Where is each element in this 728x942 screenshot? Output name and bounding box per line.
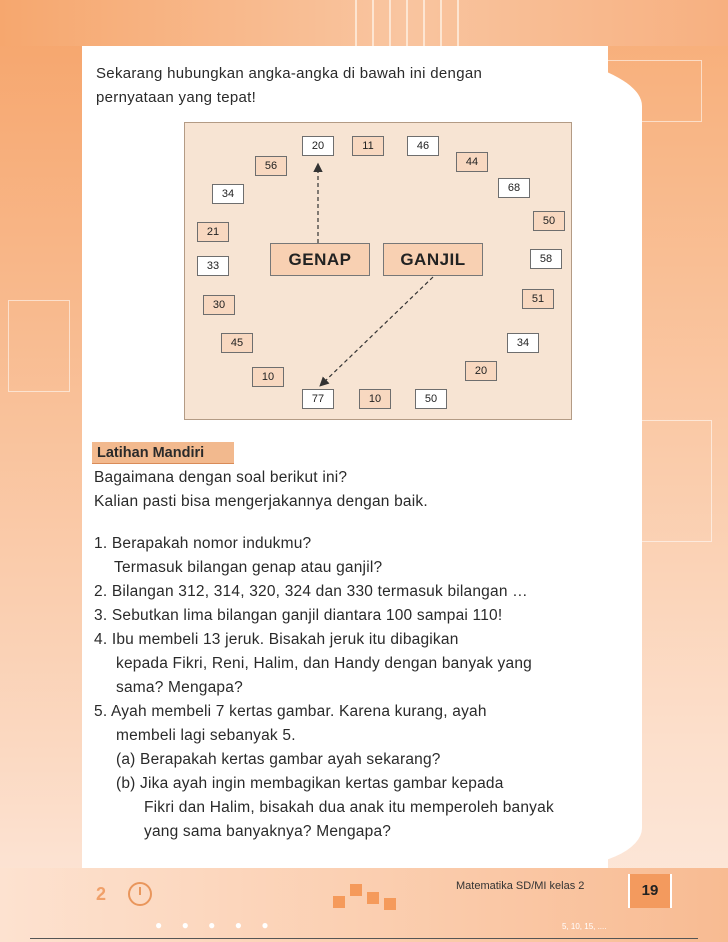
number-box[interactable]: 30 bbox=[203, 295, 235, 315]
number-box[interactable]: 20 bbox=[302, 136, 334, 156]
decorative-number: 2 bbox=[96, 884, 107, 904]
decorative-dots: ● ● ● ● ● bbox=[155, 918, 277, 932]
question-line: (a) Berapakah kertas gambar ayah sekarang? bbox=[116, 751, 441, 768]
number-box[interactable]: 44 bbox=[456, 152, 488, 172]
bottom-decorative-band bbox=[0, 868, 728, 942]
number-box[interactable]: 45 bbox=[221, 333, 253, 353]
number-box[interactable]: 46 bbox=[407, 136, 439, 156]
latihan-intro-1: Bagaimana dengan soal berikut ini? bbox=[94, 469, 348, 486]
question-line: Fikri dan Halim, bisakah dua anak itu memperoleh banyak bbox=[144, 799, 554, 816]
number-box[interactable]: 51 bbox=[522, 289, 554, 309]
genap-box: GENAP bbox=[270, 243, 370, 276]
question-line: sama? Mengapa? bbox=[116, 679, 243, 696]
number-box[interactable]: 58 bbox=[530, 249, 562, 269]
matching-puzzle bbox=[184, 122, 572, 420]
number-box[interactable]: 10 bbox=[252, 367, 284, 387]
intro-line-2: pernyataan yang tepat! bbox=[96, 89, 257, 106]
arrow-ganjil-to-77 bbox=[321, 277, 433, 385]
ganjil-box: GANJIL bbox=[383, 243, 483, 276]
question-line: 1. Berapakah nomor indukmu? bbox=[94, 535, 312, 552]
question-line: 4. Ibu membeli 13 jeruk. Bisakah jeruk itu dibagikan bbox=[94, 631, 459, 648]
clock-icon bbox=[128, 882, 152, 906]
number-box[interactable]: 11 bbox=[352, 136, 384, 156]
section-label-latihan-mandiri: Latihan Mandiri bbox=[92, 442, 234, 464]
decorative-tile bbox=[384, 898, 396, 910]
intro-line-1: Sekarang hubungkan angka-angka di bawah ini dengan bbox=[96, 65, 483, 82]
grid-decoration bbox=[640, 420, 712, 542]
question-line: (b) Jika ayah ingin membagikan kertas gambar kepada bbox=[116, 775, 504, 792]
number-box[interactable]: 21 bbox=[197, 222, 229, 242]
question-line: Termasuk bilangan genap atau ganjil? bbox=[114, 559, 383, 576]
page-number: 19 bbox=[628, 874, 672, 908]
number-box[interactable]: 50 bbox=[415, 389, 447, 409]
top-decorative-band bbox=[0, 0, 728, 46]
number-box[interactable]: 34 bbox=[507, 333, 539, 353]
grid-decoration bbox=[8, 300, 70, 392]
decorative-tile bbox=[367, 892, 379, 904]
book-title: Matematika SD/MI kelas 2 bbox=[456, 880, 585, 892]
number-box[interactable]: 50 bbox=[533, 211, 565, 231]
question-line: 5. Ayah membeli 7 kertas gambar. Karena kurang, ayah bbox=[94, 703, 487, 720]
number-box[interactable]: 77 bbox=[302, 389, 334, 409]
number-box[interactable]: 33 bbox=[197, 256, 229, 276]
footer-rule bbox=[30, 938, 698, 939]
left-decorative-band bbox=[0, 0, 82, 942]
question-line: kepada Fikri, Reni, Halim, dan Handy dengan banyak yang bbox=[116, 655, 532, 672]
number-box[interactable]: 68 bbox=[498, 178, 530, 198]
intro-text bbox=[96, 62, 482, 110]
question-line: yang sama banyaknya? Mengapa? bbox=[144, 823, 392, 840]
number-box[interactable]: 20 bbox=[465, 361, 497, 381]
number-box[interactable]: 34 bbox=[212, 184, 244, 204]
number-sequence: 5, 10, 15, .... bbox=[562, 922, 607, 931]
decorative-tile bbox=[350, 884, 362, 896]
question-line: membeli lagi sebanyak 5. bbox=[116, 727, 296, 744]
connector-arrows bbox=[185, 123, 571, 419]
question-line: 3. Sebutkan lima bilangan ganjil diantara 100 sampai 110! bbox=[94, 607, 503, 624]
number-box[interactable]: 56 bbox=[255, 156, 287, 176]
latihan-intro-2: Kalian pasti bisa mengerjakannya dengan baik. bbox=[94, 493, 428, 510]
decorative-tile bbox=[333, 896, 345, 908]
question-line: 2. Bilangan 312, 314, 320, 324 dan 330 termasuk bilangan … bbox=[94, 583, 528, 600]
number-box[interactable]: 10 bbox=[359, 389, 391, 409]
